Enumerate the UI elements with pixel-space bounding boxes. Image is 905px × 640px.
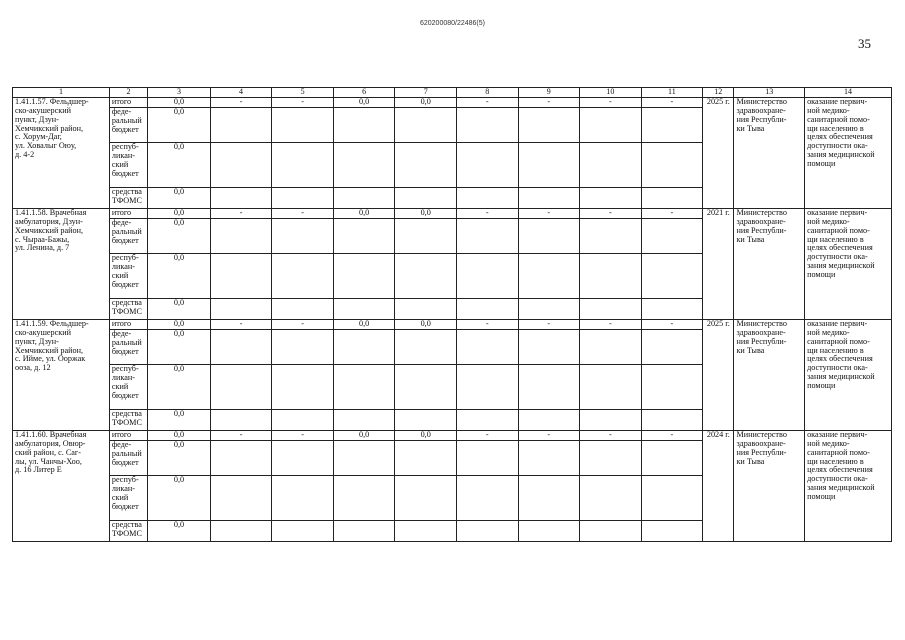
total-value-col-8: - bbox=[456, 431, 518, 441]
total-value-col-5: - bbox=[272, 320, 334, 330]
empty-cell bbox=[641, 476, 703, 521]
responsible-executor: Министерство здравоохране- ния Республи- ки Тыва bbox=[734, 320, 805, 431]
empty-cell bbox=[272, 143, 334, 188]
total-value-col-8: - bbox=[456, 209, 518, 219]
empty-cell bbox=[333, 254, 395, 299]
total-value-col-10: - bbox=[580, 98, 642, 108]
row-label-federal: феде- ральный бюджет bbox=[109, 330, 147, 365]
row-label-tfoms: средства ТФОМС bbox=[109, 299, 147, 320]
empty-cell bbox=[333, 521, 395, 542]
empty-cell bbox=[580, 299, 642, 320]
facility-name: 1.41.1.59. Фельдшер- ско-акушерский пункт, Дзун- Хемчикский район, с. Ийме, ул. Ооржак ооза, д. 12 bbox=[13, 320, 110, 431]
empty-cell bbox=[210, 254, 272, 299]
republic-value: 0,0 bbox=[148, 365, 211, 410]
empty-cell bbox=[272, 219, 334, 254]
empty-cell bbox=[272, 476, 334, 521]
row-label-tfoms: средства ТФОМС bbox=[109, 188, 147, 209]
empty-cell bbox=[395, 299, 457, 320]
empty-cell bbox=[210, 476, 272, 521]
empty-cell bbox=[641, 410, 703, 431]
empty-cell bbox=[456, 188, 518, 209]
total-value-col-11: - bbox=[641, 98, 703, 108]
empty-cell bbox=[518, 143, 580, 188]
empty-cell bbox=[395, 365, 457, 410]
total-value-col-8: - bbox=[456, 98, 518, 108]
purpose-description: оказание первич- ной медико- санитарной помо- щи населению в целях обеспечения доступности ока- зания медицинской помощи bbox=[805, 431, 892, 542]
empty-cell bbox=[333, 108, 395, 143]
total-value-col-3: 0,0 bbox=[148, 320, 211, 330]
empty-cell bbox=[210, 521, 272, 542]
empty-cell bbox=[333, 330, 395, 365]
empty-cell bbox=[395, 476, 457, 521]
column-number-8: 8 bbox=[456, 88, 518, 98]
column-number-3: 3 bbox=[148, 88, 211, 98]
empty-cell bbox=[518, 254, 580, 299]
row-label-federal: феде- ральный бюджет bbox=[109, 219, 147, 254]
empty-cell bbox=[210, 365, 272, 410]
empty-cell bbox=[580, 143, 642, 188]
empty-cell bbox=[210, 410, 272, 431]
completion-year: 2025 г. bbox=[703, 98, 734, 209]
column-number-2: 2 bbox=[109, 88, 147, 98]
empty-cell bbox=[580, 108, 642, 143]
empty-cell bbox=[641, 143, 703, 188]
tfoms-value: 0,0 bbox=[148, 188, 211, 209]
empty-cell bbox=[333, 476, 395, 521]
column-number-7: 7 bbox=[395, 88, 457, 98]
empty-cell bbox=[395, 521, 457, 542]
column-number-row bbox=[13, 88, 892, 98]
row-label-tfoms: средства ТФОМС bbox=[109, 521, 147, 542]
total-value-col-6: 0,0 bbox=[333, 320, 395, 330]
total-value-col-10: - bbox=[580, 431, 642, 441]
total-value-col-5: - bbox=[272, 431, 334, 441]
total-value-col-7: 0,0 bbox=[395, 98, 457, 108]
completion-year: 2021 г. bbox=[703, 209, 734, 320]
purpose-description: оказание первич- ной медико- санитарной помо- щи населению в целях обеспечения доступности ока- зания медицинской помощи bbox=[805, 320, 892, 431]
responsible-executor: Министерство здравоохране- ния Республи- ки Тыва bbox=[734, 98, 805, 209]
total-value-col-9: - bbox=[518, 98, 580, 108]
column-number-10: 10 bbox=[580, 88, 642, 98]
column-number-9: 9 bbox=[518, 88, 580, 98]
row-label-total: итого bbox=[109, 320, 147, 330]
empty-cell bbox=[333, 188, 395, 209]
total-value-col-4: - bbox=[210, 320, 272, 330]
total-value-col-6: 0,0 bbox=[333, 209, 395, 219]
empty-cell bbox=[456, 254, 518, 299]
empty-cell bbox=[641, 188, 703, 209]
empty-cell bbox=[580, 441, 642, 476]
row-label-republic: респуб- ликан- ский бюджет bbox=[109, 476, 147, 521]
responsible-executor: Министерство здравоохране- ния Республи- ки Тыва bbox=[734, 209, 805, 320]
total-value-col-9: - bbox=[518, 320, 580, 330]
column-number-4: 4 bbox=[210, 88, 272, 98]
empty-cell bbox=[518, 521, 580, 542]
document-id: 620200080/22486(5) bbox=[419, 20, 485, 27]
total-value-col-7: 0,0 bbox=[395, 320, 457, 330]
total-value-col-11: - bbox=[641, 431, 703, 441]
table-row-total bbox=[13, 431, 892, 441]
row-label-federal: феде- ральный бюджет bbox=[109, 441, 147, 476]
empty-cell bbox=[456, 330, 518, 365]
empty-cell bbox=[580, 410, 642, 431]
republic-value: 0,0 bbox=[148, 476, 211, 521]
empty-cell bbox=[456, 441, 518, 476]
data-table bbox=[12, 87, 892, 542]
empty-cell bbox=[333, 219, 395, 254]
total-value-col-7: 0,0 bbox=[395, 209, 457, 219]
purpose-description: оказание первич- ной медико- санитарной помо- щи населению в целях обеспечения доступности ока- зания медицинской помощи bbox=[805, 98, 892, 209]
total-value-col-11: - bbox=[641, 320, 703, 330]
responsible-executor: Министерство здравоохране- ния Республи- ки Тыва bbox=[734, 431, 805, 542]
empty-cell bbox=[518, 410, 580, 431]
empty-cell bbox=[580, 254, 642, 299]
empty-cell bbox=[210, 441, 272, 476]
tfoms-value: 0,0 bbox=[148, 299, 211, 320]
column-number-1: 1 bbox=[13, 88, 110, 98]
column-number-6: 6 bbox=[333, 88, 395, 98]
empty-cell bbox=[333, 441, 395, 476]
empty-cell bbox=[272, 108, 334, 143]
empty-cell bbox=[210, 188, 272, 209]
empty-cell bbox=[518, 188, 580, 209]
total-value-col-10: - bbox=[580, 209, 642, 219]
empty-cell bbox=[395, 254, 457, 299]
federal-value: 0,0 bbox=[148, 219, 211, 254]
total-value-col-3: 0,0 bbox=[148, 431, 211, 441]
empty-cell bbox=[518, 441, 580, 476]
empty-cell bbox=[272, 299, 334, 320]
empty-cell bbox=[456, 219, 518, 254]
empty-cell bbox=[272, 254, 334, 299]
completion-year: 2025 г. bbox=[703, 320, 734, 431]
total-value-col-11: - bbox=[641, 209, 703, 219]
empty-cell bbox=[456, 108, 518, 143]
column-number-14: 14 bbox=[805, 88, 892, 98]
republic-value: 0,0 bbox=[148, 143, 211, 188]
federal-value: 0,0 bbox=[148, 108, 211, 143]
total-value-col-7: 0,0 bbox=[395, 431, 457, 441]
empty-cell bbox=[395, 441, 457, 476]
empty-cell bbox=[395, 143, 457, 188]
empty-cell bbox=[395, 410, 457, 431]
row-label-tfoms: средства ТФОМС bbox=[109, 410, 147, 431]
table-row-total bbox=[13, 209, 892, 219]
empty-cell bbox=[210, 143, 272, 188]
empty-cell bbox=[641, 441, 703, 476]
empty-cell bbox=[518, 330, 580, 365]
empty-cell bbox=[518, 219, 580, 254]
empty-cell bbox=[580, 521, 642, 542]
total-value-col-4: - bbox=[210, 98, 272, 108]
row-label-republic: респуб- ликан- ский бюджет bbox=[109, 143, 147, 188]
empty-cell bbox=[333, 299, 395, 320]
empty-cell bbox=[641, 254, 703, 299]
empty-cell bbox=[580, 188, 642, 209]
total-value-col-4: - bbox=[210, 431, 272, 441]
empty-cell bbox=[641, 365, 703, 410]
empty-cell bbox=[395, 219, 457, 254]
row-label-federal: феде- ральный бюджет bbox=[109, 108, 147, 143]
empty-cell bbox=[641, 299, 703, 320]
empty-cell bbox=[456, 410, 518, 431]
row-label-total: итого bbox=[109, 431, 147, 441]
empty-cell bbox=[272, 365, 334, 410]
empty-cell bbox=[272, 521, 334, 542]
empty-cell bbox=[210, 219, 272, 254]
total-value-col-8: - bbox=[456, 320, 518, 330]
total-value-col-5: - bbox=[272, 98, 334, 108]
empty-cell bbox=[580, 219, 642, 254]
empty-cell bbox=[210, 108, 272, 143]
total-value-col-3: 0,0 bbox=[148, 98, 211, 108]
purpose-description: оказание первич- ной медико- санитарной помо- щи населению в целях обеспечения доступности ока- зания медицинской помощи bbox=[805, 209, 892, 320]
completion-year: 2024 г. bbox=[703, 431, 734, 542]
empty-cell bbox=[210, 299, 272, 320]
facility-name: 1.41.1.60. Врачебная амбулатория, Овюр- ский район, с. Саг- лы, ул. Чанчы-Хоо, д. 16 Литер Е bbox=[13, 431, 110, 542]
empty-cell bbox=[456, 143, 518, 188]
empty-cell bbox=[395, 188, 457, 209]
facility-name: 1.41.1.58. Врачебная амбулатория, Дзун- Хемчикский район, с. Чыраа-Бажы, ул. Ленина, д. 7 bbox=[13, 209, 110, 320]
column-number-5: 5 bbox=[272, 88, 334, 98]
page-number: 35 bbox=[858, 36, 871, 51]
empty-cell bbox=[395, 330, 457, 365]
total-value-col-4: - bbox=[210, 209, 272, 219]
republic-value: 0,0 bbox=[148, 254, 211, 299]
empty-cell bbox=[333, 410, 395, 431]
empty-cell bbox=[518, 476, 580, 521]
empty-cell bbox=[641, 219, 703, 254]
tfoms-value: 0,0 bbox=[148, 521, 211, 542]
table-row-total bbox=[13, 320, 892, 330]
empty-cell bbox=[333, 143, 395, 188]
empty-cell bbox=[210, 330, 272, 365]
empty-cell bbox=[333, 365, 395, 410]
federal-value: 0,0 bbox=[148, 441, 211, 476]
empty-cell bbox=[456, 365, 518, 410]
column-number-11: 11 bbox=[641, 88, 703, 98]
tfoms-value: 0,0 bbox=[148, 410, 211, 431]
empty-cell bbox=[580, 476, 642, 521]
row-label-republic: респуб- ликан- ский бюджет bbox=[109, 365, 147, 410]
empty-cell bbox=[456, 476, 518, 521]
empty-cell bbox=[580, 365, 642, 410]
column-number-12: 12 bbox=[703, 88, 734, 98]
facility-name: 1.41.1.57. Фельдшер- ско-акушерский пункт, Дзун- Хемчикский район, с. Хорум-Даг, ул. Ховалыг Оюу, д. 4-2 bbox=[13, 98, 110, 209]
empty-cell bbox=[272, 330, 334, 365]
empty-cell bbox=[580, 330, 642, 365]
empty-cell bbox=[456, 299, 518, 320]
total-value-col-3: 0,0 bbox=[148, 209, 211, 219]
empty-cell bbox=[272, 441, 334, 476]
total-value-col-10: - bbox=[580, 320, 642, 330]
empty-cell bbox=[456, 521, 518, 542]
total-value-col-6: 0,0 bbox=[333, 98, 395, 108]
empty-cell bbox=[641, 521, 703, 542]
empty-cell bbox=[641, 330, 703, 365]
empty-cell bbox=[518, 108, 580, 143]
total-value-col-9: - bbox=[518, 209, 580, 219]
row-label-republic: респуб- ликан- ский бюджет bbox=[109, 254, 147, 299]
empty-cell bbox=[395, 108, 457, 143]
empty-cell bbox=[641, 108, 703, 143]
row-label-total: итого bbox=[109, 98, 147, 108]
table-row-total bbox=[13, 98, 892, 108]
total-value-col-9: - bbox=[518, 431, 580, 441]
column-number-13: 13 bbox=[734, 88, 805, 98]
empty-cell bbox=[272, 410, 334, 431]
total-value-col-6: 0,0 bbox=[333, 431, 395, 441]
empty-cell bbox=[518, 365, 580, 410]
empty-cell bbox=[518, 299, 580, 320]
row-label-total: итого bbox=[109, 209, 147, 219]
federal-value: 0,0 bbox=[148, 330, 211, 365]
empty-cell bbox=[272, 188, 334, 209]
total-value-col-5: - bbox=[272, 209, 334, 219]
